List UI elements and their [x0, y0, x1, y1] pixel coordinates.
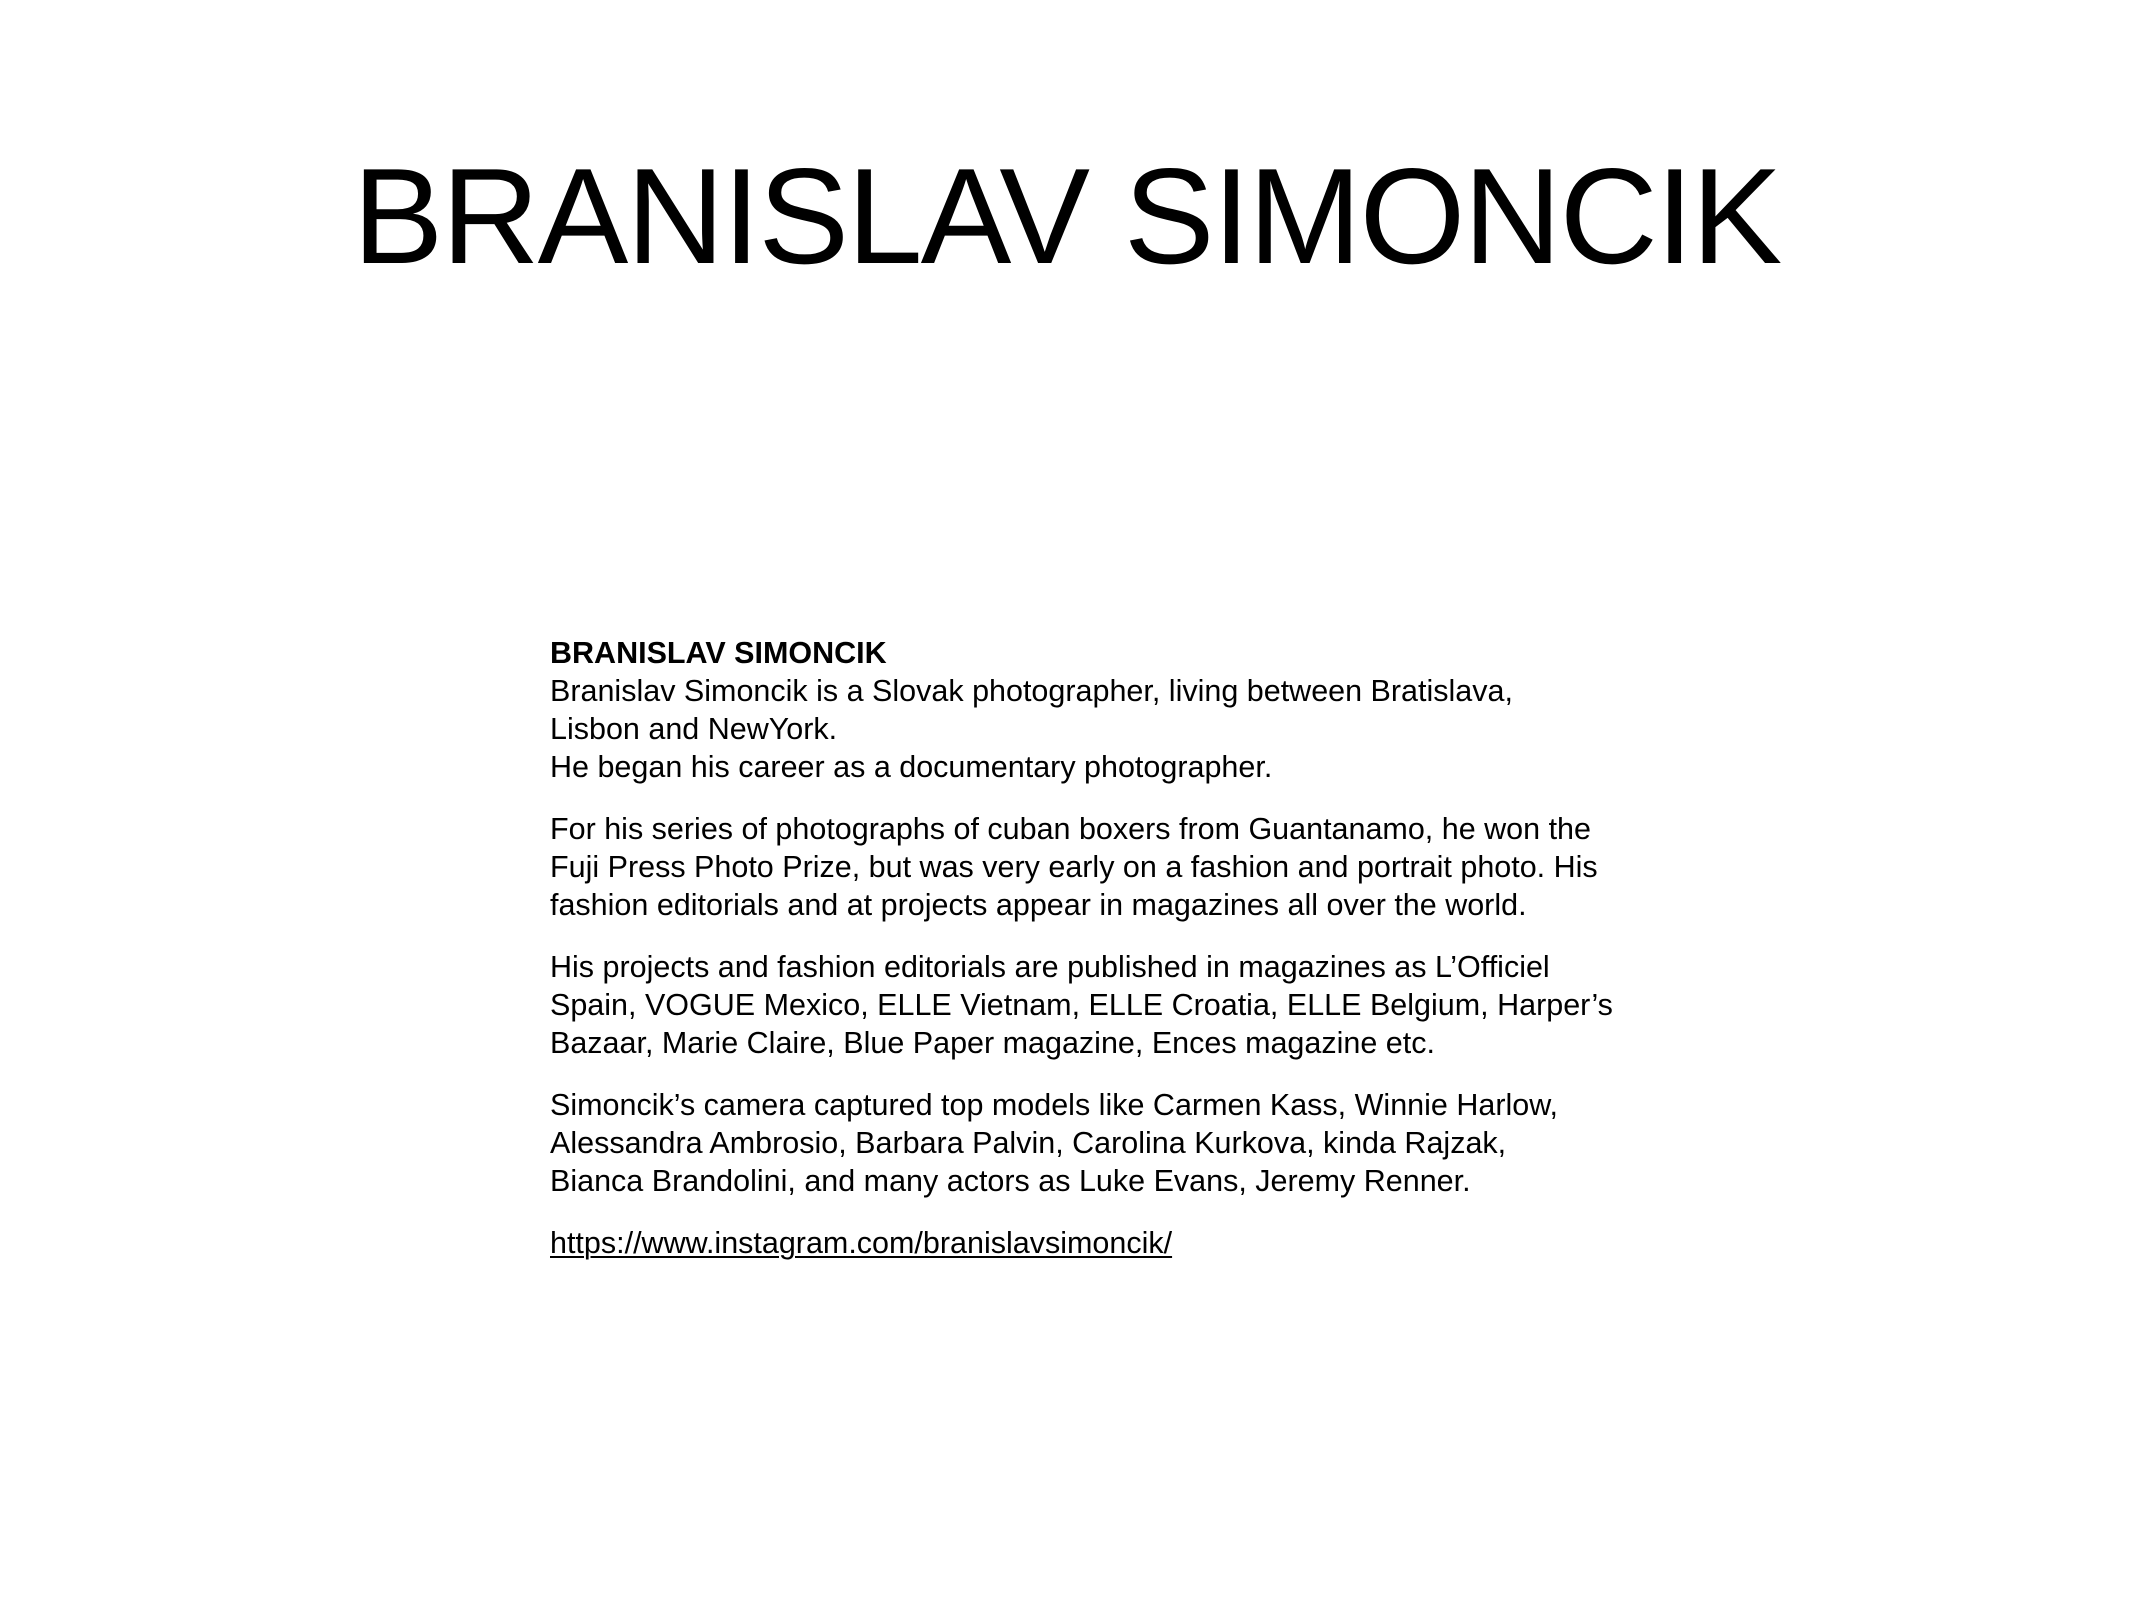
- bio-text-line: Bazaar, Marie Claire, Blue Paper magazine, Ences magazine etc.: [550, 1026, 1435, 1060]
- bio-paragraph-award: [550, 810, 1630, 924]
- bio-text-line: His projects and fashion editorials are published in magazines as L’Officiel: [550, 950, 1550, 984]
- bio-text-line: Branislav Simoncik is a Slovak photographer, living between Bratislava,: [550, 674, 1513, 708]
- bio-text-line: fashion editorials and at projects appear in magazines all over the world.: [550, 888, 1527, 922]
- bio-text-line: Simoncik’s camera captured top models like Carmen Kass, Winnie Harlow,: [550, 1088, 1559, 1122]
- bio-paragraph-publications: [550, 948, 1630, 1062]
- instagram-link[interactable]: https://www.instagram.com/branislavsimoncik/: [550, 1226, 1173, 1260]
- bio-text-line: He began his career as a documentary photographer.: [550, 750, 1273, 784]
- bio-text-line: For his series of photographs of cuban boxers from Guantanamo, he won the: [550, 812, 1591, 846]
- bio-text-line: Fuji Press Photo Prize, but was very early on a fashion and portrait photo. His: [550, 850, 1598, 884]
- bio-text-line: Bianca Brandolini, and many actors as Luke Evans, Jeremy Renner.: [550, 1164, 1471, 1198]
- bio-section: [550, 634, 1630, 1286]
- bio-paragraph-intro: [550, 672, 1630, 786]
- bio-paragraph-models: [550, 1086, 1630, 1200]
- bio-text-line: Lisbon and NewYork.: [550, 712, 838, 746]
- bio-text-line: Spain, VOGUE Mexico, ELLE Vietnam, ELLE Croatia, ELLE Belgium, Harper’s: [550, 988, 1613, 1022]
- bio-link-paragraph: [550, 1224, 1630, 1262]
- bio-text-line: Alessandra Ambrosio, Barbara Palvin, Carolina Kurkova, kinda Rajzak,: [550, 1126, 1507, 1160]
- page-title: BRANISLAV SIMONCIK: [352, 140, 1781, 292]
- bio-heading: BRANISLAV SIMONCIK: [550, 636, 887, 670]
